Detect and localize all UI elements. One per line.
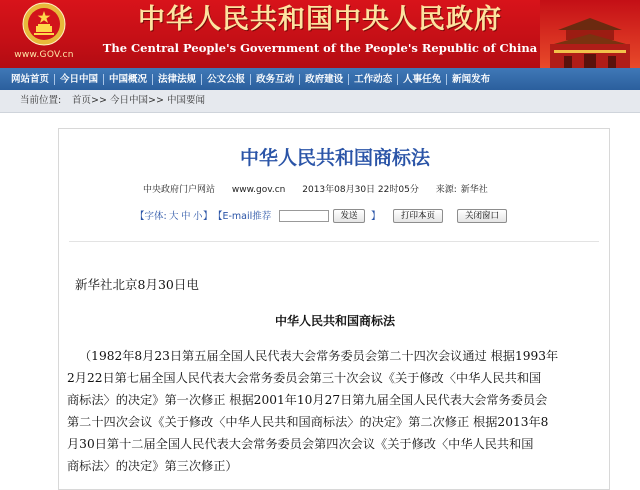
article-meta bbox=[143, 182, 502, 195]
email-close-bracket: 】 bbox=[371, 211, 381, 222]
article-dateline: 新华社北京8月30日电 bbox=[75, 277, 199, 292]
banner-title-en: The Central People's Government of the People's Republic of China bbox=[102, 41, 538, 55]
site-url: www.GOV.cn bbox=[14, 50, 74, 60]
main-nav bbox=[0, 68, 640, 90]
national-emblem-icon bbox=[22, 2, 66, 46]
nav-item-today-china[interactable]: 今日中国 bbox=[55, 74, 104, 85]
font-small-link[interactable]: 小 bbox=[193, 211, 203, 222]
history-line: 商标法〉的决定》第三次修正） bbox=[67, 459, 238, 473]
tiananmen-gate-icon bbox=[540, 0, 640, 68]
banner-title-cn: 中华人民共和国中央人民政府 bbox=[138, 4, 502, 35]
nav-item-gov-interaction[interactable]: 政务互动 bbox=[251, 74, 300, 85]
breadcrumb-home[interactable]: 首页 bbox=[72, 95, 92, 106]
breadcrumb-china-news[interactable]: 中国要闻 bbox=[166, 95, 205, 106]
email-input[interactable] bbox=[279, 210, 329, 222]
close-window-button[interactable]: 关闭窗口 bbox=[457, 209, 507, 223]
article-tools bbox=[135, 209, 595, 225]
breadcrumb bbox=[0, 90, 640, 113]
divider bbox=[69, 241, 599, 242]
nav-item-china-overview[interactable]: 中国概况 bbox=[104, 74, 153, 85]
site-banner bbox=[0, 0, 640, 68]
site-domain: www.gov.cn bbox=[231, 185, 286, 195]
nav-item-official-docs[interactable]: 公文公报 bbox=[202, 74, 251, 85]
breadcrumb-separator: >> bbox=[147, 95, 164, 106]
history-line: 2月22日第七届全国人民代表大会常务委员会第三十次会议《关于修改〈中华人民共和国 bbox=[67, 371, 542, 385]
font-size-label: 【字体: bbox=[135, 211, 167, 222]
nav-item-work-updates[interactable]: 工作动态 bbox=[349, 74, 398, 85]
nav-item-press[interactable]: 新闻发布 bbox=[452, 73, 491, 85]
article-title: 中华人民共和国商标法 bbox=[239, 147, 430, 169]
nav-item-laws[interactable]: 法律法规 bbox=[153, 74, 202, 85]
history-line: （1982年8月23日第五届全国人民代表大会常务委员会第二十四次会议通过 根据1993年 bbox=[79, 349, 559, 363]
source-label: 来源: bbox=[435, 185, 457, 195]
font-medium-link[interactable]: 中 bbox=[181, 211, 191, 222]
publish-datetime: 2013年08月30日 22时05分 bbox=[302, 185, 419, 195]
nav-item-home[interactable]: 网站首页 bbox=[6, 74, 55, 85]
source-site: 中央政府门户网站 bbox=[143, 185, 216, 195]
breadcrumb-today-china[interactable]: 今日中国 bbox=[109, 95, 148, 106]
nav-item-appointments[interactable]: 人事任免 bbox=[398, 74, 447, 85]
send-button[interactable]: 发送 bbox=[333, 209, 365, 223]
font-close-bracket: 】 bbox=[203, 211, 213, 222]
breadcrumb-separator: >> bbox=[91, 95, 107, 106]
breadcrumb-label: 当前位置: bbox=[20, 95, 62, 106]
print-button[interactable]: 打印本页 bbox=[393, 209, 443, 223]
history-line: 月30日第十二届全国人民代表大会常务委员会第四次会议《关于修改〈中华人民共和国 bbox=[67, 437, 534, 451]
history-line: 商标法〉的决定》第一次修正 根据2001年10月27日第九届全国人民代表大会常务委员会 bbox=[67, 393, 548, 407]
history-line: 第二十四次会议《关于修改〈中华人民共和国商标法〉的决定》第二次修正 根据2013年8 bbox=[67, 415, 549, 429]
nav-item-gov-building[interactable]: 政府建设 bbox=[300, 74, 349, 85]
law-title: 中华人民共和国商标法 bbox=[274, 314, 395, 328]
source-name: 新华社 bbox=[460, 185, 488, 195]
email-recommend-label[interactable]: 【E-mail推荐 bbox=[213, 211, 272, 222]
font-large-link[interactable]: 大 bbox=[169, 211, 179, 222]
article-panel bbox=[58, 128, 610, 490]
